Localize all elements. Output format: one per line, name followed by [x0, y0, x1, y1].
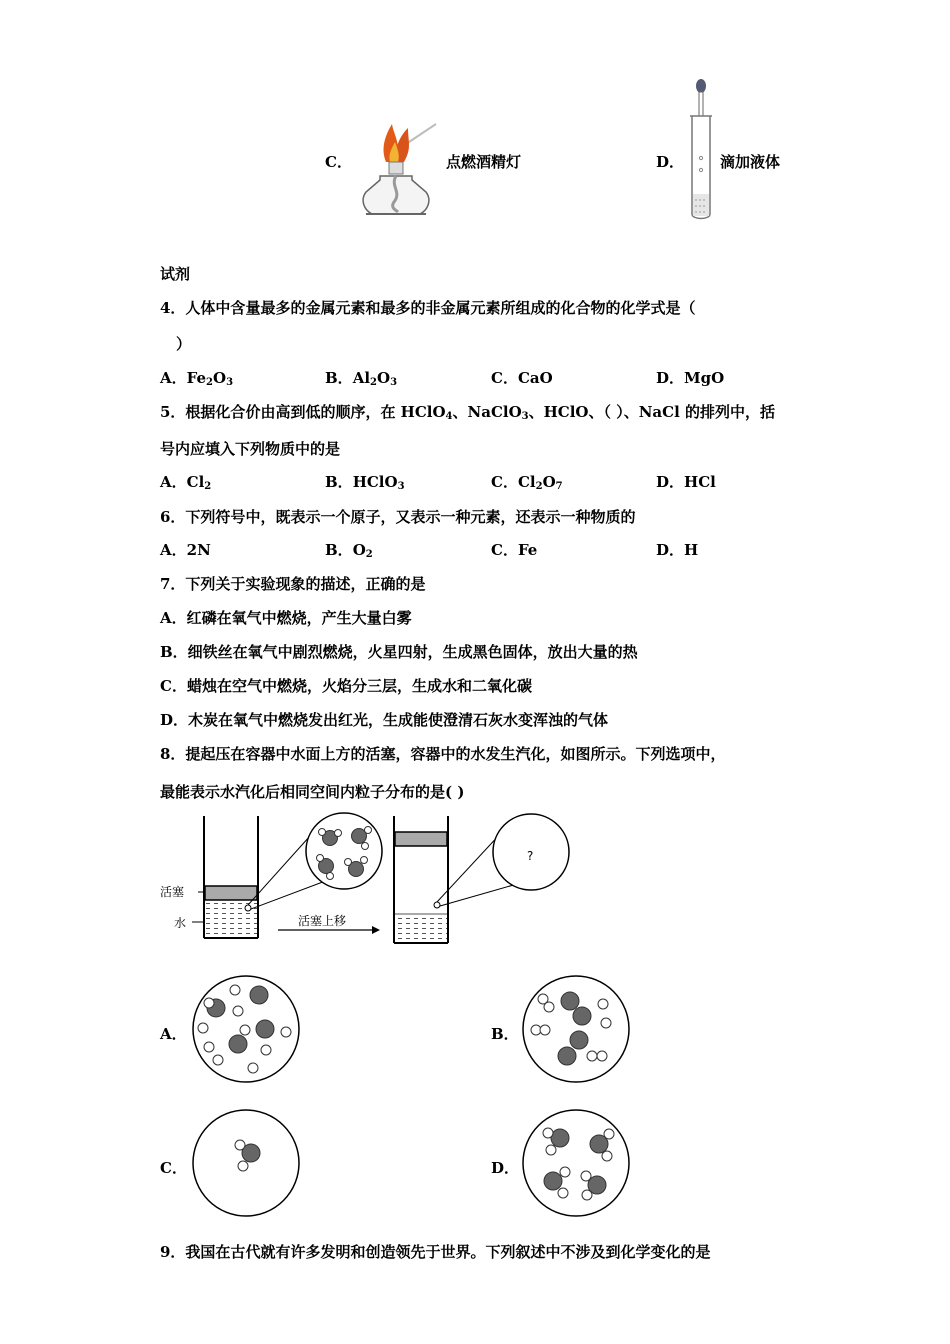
- q4-text: 4．人体中含量最多的金属元素和最多的非金属元素所组成的化合物的化学式是（: [160, 299, 696, 317]
- q6-option-a: A．2N: [160, 541, 211, 559]
- q8-option-d-image: [518, 1108, 634, 1218]
- q8-option-c-image: [188, 1108, 304, 1218]
- q7-text: 7．下列关于实验现象的描述，正确的是: [160, 575, 426, 593]
- right-zoom-circle: [493, 814, 569, 890]
- q4-option-a: A．$Fe_2O_3$: [160, 369, 234, 388]
- right-container: [394, 816, 448, 943]
- q6-option-b: B．$O_2$: [325, 541, 373, 560]
- option-d-label-cont: 试剂: [160, 265, 191, 283]
- q5-option-a: A．$Cl_2$: [160, 473, 212, 492]
- q6-option-d: D．H: [656, 541, 699, 559]
- q8-text-line1: 8．提起压在容器中水面上方的活塞，容器中的水发生汽化，如图所示。下列选项中，: [160, 745, 726, 763]
- piston-vaporization-diagram: [150, 806, 590, 956]
- q8-option-c-letter: C．: [160, 1159, 187, 1177]
- q6-text: 6．下列符号中，既表示一个原子，又表示一种元素，还表示一种物质的: [160, 508, 636, 526]
- q4-option-c: C．CaO: [491, 369, 553, 387]
- q7-option-d: D．木炭在氧气中燃烧发出红光，生成能使澄清石灰水变浑浊的气体: [160, 711, 609, 729]
- option-c-label: 点燃酒精灯: [446, 153, 522, 171]
- q6-option-c: C．Fe: [491, 541, 538, 559]
- q5-text-line1: 5．根据化合价由高到低的顺序，在 HClO$_4$、NaClO$_3$、HClO、（ ）、NaCl 的排列中，括: [160, 403, 776, 422]
- q9-text: 9．我国在古代就有许多发明和创造领先于世界。下列叙述中不涉及到化学变化的是: [160, 1243, 711, 1261]
- label-piston: 活塞: [160, 885, 185, 899]
- q8-option-b-image: [518, 974, 634, 1084]
- right-water: [395, 914, 447, 942]
- label-arrow: 活塞上移: [298, 914, 347, 928]
- q8-option-d-letter: D．: [491, 1159, 520, 1177]
- q8-option-a-letter: A．: [160, 1025, 187, 1043]
- q8-option-b-letter: B．: [491, 1025, 519, 1043]
- q7-option-c: C．蜡烛在空气中燃烧，火焰分三层，生成水和二氧化碳: [160, 677, 532, 695]
- q7-option-b: B．细铁丝在氧气中剧烈燃烧，火星四射，生成黑色固体，放出大量的热: [160, 643, 638, 661]
- option-c-letter: C．: [325, 153, 352, 171]
- left-piston: [205, 886, 257, 900]
- question-mark: ?: [527, 849, 534, 863]
- q5-option-b: B．HClO$_3$: [325, 473, 405, 492]
- left-zoom-circle: [306, 813, 382, 889]
- q4-option-b: B．$Al_2O_3$: [325, 369, 398, 388]
- label-water: 水: [174, 916, 187, 930]
- q8-option-a-image: [188, 974, 304, 1084]
- q7-option-a: A．红磷在氧气中燃烧，产生大量白雾: [160, 609, 412, 627]
- left-container: [204, 816, 258, 938]
- q5-option-d: D．HCl: [656, 473, 716, 491]
- q5-text-line2: 号内应填入下列物质中的是: [160, 440, 341, 458]
- option-d-label: 滴加液体: [720, 153, 781, 171]
- q4-close-paren: ）: [176, 335, 192, 353]
- option-d-letter: D．: [656, 153, 685, 171]
- q8-text-line2: 最能表示水汽化后相同空间内粒子分布的是( ): [160, 783, 465, 801]
- right-piston: [395, 832, 447, 846]
- q4-option-d: D．MgO: [656, 369, 725, 387]
- q5-option-c: C．$Cl_2O_7$: [491, 473, 563, 492]
- dropper-test-tube-image: [684, 76, 718, 222]
- alcohol-lamp-image: [356, 118, 440, 222]
